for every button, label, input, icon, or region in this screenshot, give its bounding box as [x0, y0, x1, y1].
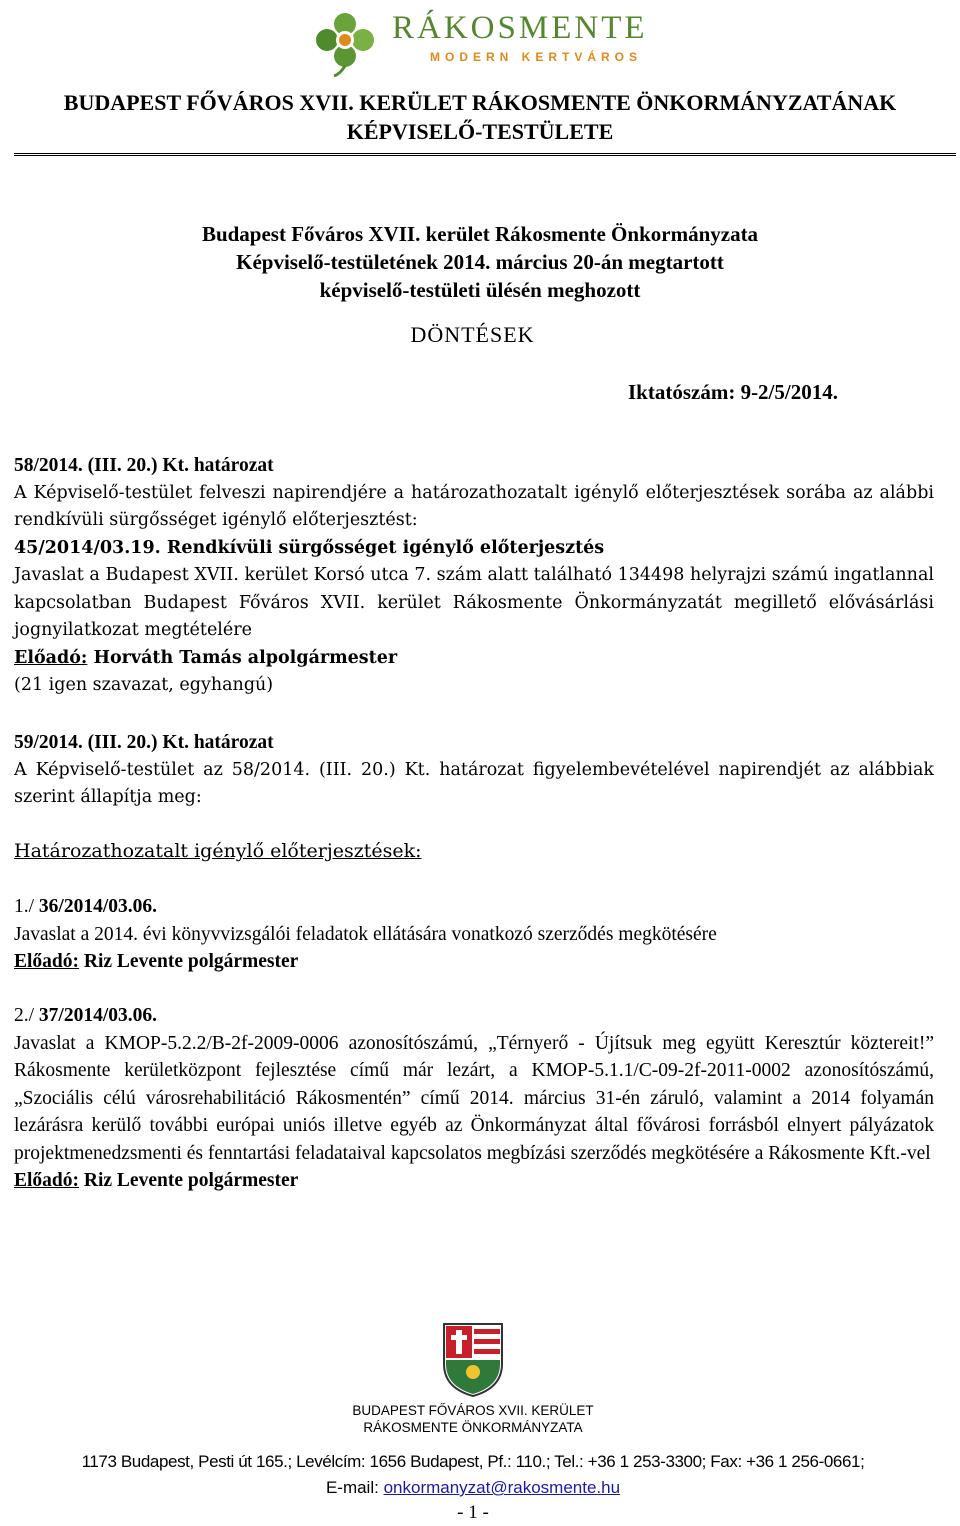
agenda-item-2-code-value: 37/2014/03.06.	[38, 1005, 158, 1026]
intro-line3: képviselő-testületi ülésén meghozott	[319, 278, 641, 302]
presenter-name: Riz Levente polgármester	[83, 951, 299, 972]
agenda-item-2	[14, 1002, 934, 1195]
resolution-58-title: 58/2014. (III. 20.) Kt. határozat	[14, 455, 274, 476]
agenda-item-2-text: Javaslat a KMOP-5.2.2/B-2f-2009-0006 azonosítószámú, „Térnyerő - Újítsuk meg együtt Keresztúr köztereit!” Rákosmente kerületközpont fejlesztése című már lezárt, a KMOP-5.1.1/C-09-2f-2011-0002 azonosítószámú, „Szociális célú városrehabilitáció Rákosmentén” című 2014. március 31-én záruló, valamint a 2014 folyamán lezárásra kerülő további európai uniós illetve egyéb az Önkormányzat által fővárosi forrásból elnyert pályázatok projektmenedzsmenti és fenntartási feladataival kapcsolatos megbízási szerződés megkötésére a Rákosmente Kft.-vel	[14, 1032, 934, 1164]
logo-name: RÁKOSMENTE	[392, 10, 648, 46]
org-title-line2: KÉPVISELŐ-TESTÜLETE	[346, 119, 614, 144]
agenda-item-1-code	[14, 893, 934, 921]
clover-logo-icon	[300, 6, 390, 78]
footer-org-line2: RÁKOSMENTE ÖNKORMÁNYZATA	[363, 1420, 583, 1435]
agenda-item-1-text: Javaslat a 2014. évi könyvvizsgálói feladatok ellátására vonatkozó szerződés megkötésére	[14, 923, 717, 945]
intro-line1: Budapest Főváros XVII. kerület Rákosmente Önkormányzata	[201, 222, 759, 246]
intro-line2: Képviselő-testületének 2014. március 20-án megtartott	[236, 250, 724, 274]
footer-org	[0, 1402, 946, 1436]
session-intro	[0, 220, 960, 304]
reference-number: Iktatószám: 9-2/5/2014.	[628, 380, 838, 404]
agenda-item-2-num: 2./	[14, 1005, 35, 1026]
presenter-label: Előadó:	[14, 1170, 80, 1191]
agenda-item-1-num: 1./	[14, 896, 35, 917]
header-divider	[14, 153, 956, 156]
agenda-item-1	[14, 893, 934, 976]
resolution-58-vote: (21 igen szavazat, egyhangú)	[14, 675, 274, 695]
org-title-line1: BUDAPEST FŐVÁROS XVII. KERÜLET RÁKOSMENTE ÖNKORMÁNYZATÁNAK	[63, 90, 897, 115]
agenda-item-1-code-value: 36/2014/03.06.	[38, 896, 158, 917]
resolution-59	[14, 729, 934, 812]
section-heading: Határozathozatalt igénylő előterjesztések:	[14, 840, 422, 862]
footer-email-label: E-mail:	[325, 1478, 379, 1497]
footer-org-line1: BUDAPEST FŐVÁROS XVII. KERÜLET	[352, 1403, 594, 1418]
resolution-58-item-title: 45/2014/03.19. Rendkívüli sürgősséget igénylő előterjesztés	[14, 537, 605, 558]
coat-of-arms-icon	[440, 1320, 506, 1398]
presenter-name: Riz Levente polgármester	[83, 1170, 299, 1191]
resolution-58	[14, 452, 934, 700]
footer-email	[0, 1478, 946, 1498]
presenter-label: Előadó:	[14, 951, 80, 972]
decisions-heading: DÖNTÉSEK	[410, 322, 535, 347]
agenda-item-1-presenter	[14, 948, 934, 976]
agenda-item-2-code	[14, 1002, 934, 1030]
agenda-item-2-presenter	[14, 1167, 934, 1195]
resolution-59-text: A Képviselő-testület az 58/2014. (III. 20.) Kt. határozat figyelembevételével napirendjét az alábbiak szerint állapítja meg:	[14, 759, 934, 807]
resolution-58-text: A Képviselő-testület felveszi napirendjére a határozathozatalt igénylő előterjesztések sorába az alábbi rendkívüli sürgősséget igénylő előterjesztést:	[14, 482, 934, 530]
footer-address: 1173 Budapest, Pesti út 165.; Levélcím: 1656 Budapest, Pf.: 110.; Tel.: +36 1 253-3300; Fax: +36 1 256-0661;	[81, 1452, 865, 1471]
resolution-59-title: 59/2014. (III. 20.) Kt. határozat	[14, 732, 274, 753]
resolution-58-proposal: Javaslat a Budapest XVII. kerület Korsó utca 7. szám alatt található 134498 helyrajzi számú ingatlannal kapcsolatban Budapest Főváros XVII. kerület Rákosmente Önkormányzatát megillető elővásárlási jognyilatkozat megtételére	[14, 565, 934, 640]
page-number: - 1 -	[457, 1502, 489, 1523]
resolution-58-presenter	[14, 645, 934, 673]
logo-tagline: MODERN KERTVÁROS	[430, 50, 643, 64]
presenter-name: Horváth Tamás alpolgármester	[93, 647, 398, 668]
org-title	[14, 88, 946, 146]
email-link[interactable]: onkormanyzat@rakosmente.hu	[383, 1478, 621, 1497]
presenter-label: Előadó:	[14, 647, 88, 668]
